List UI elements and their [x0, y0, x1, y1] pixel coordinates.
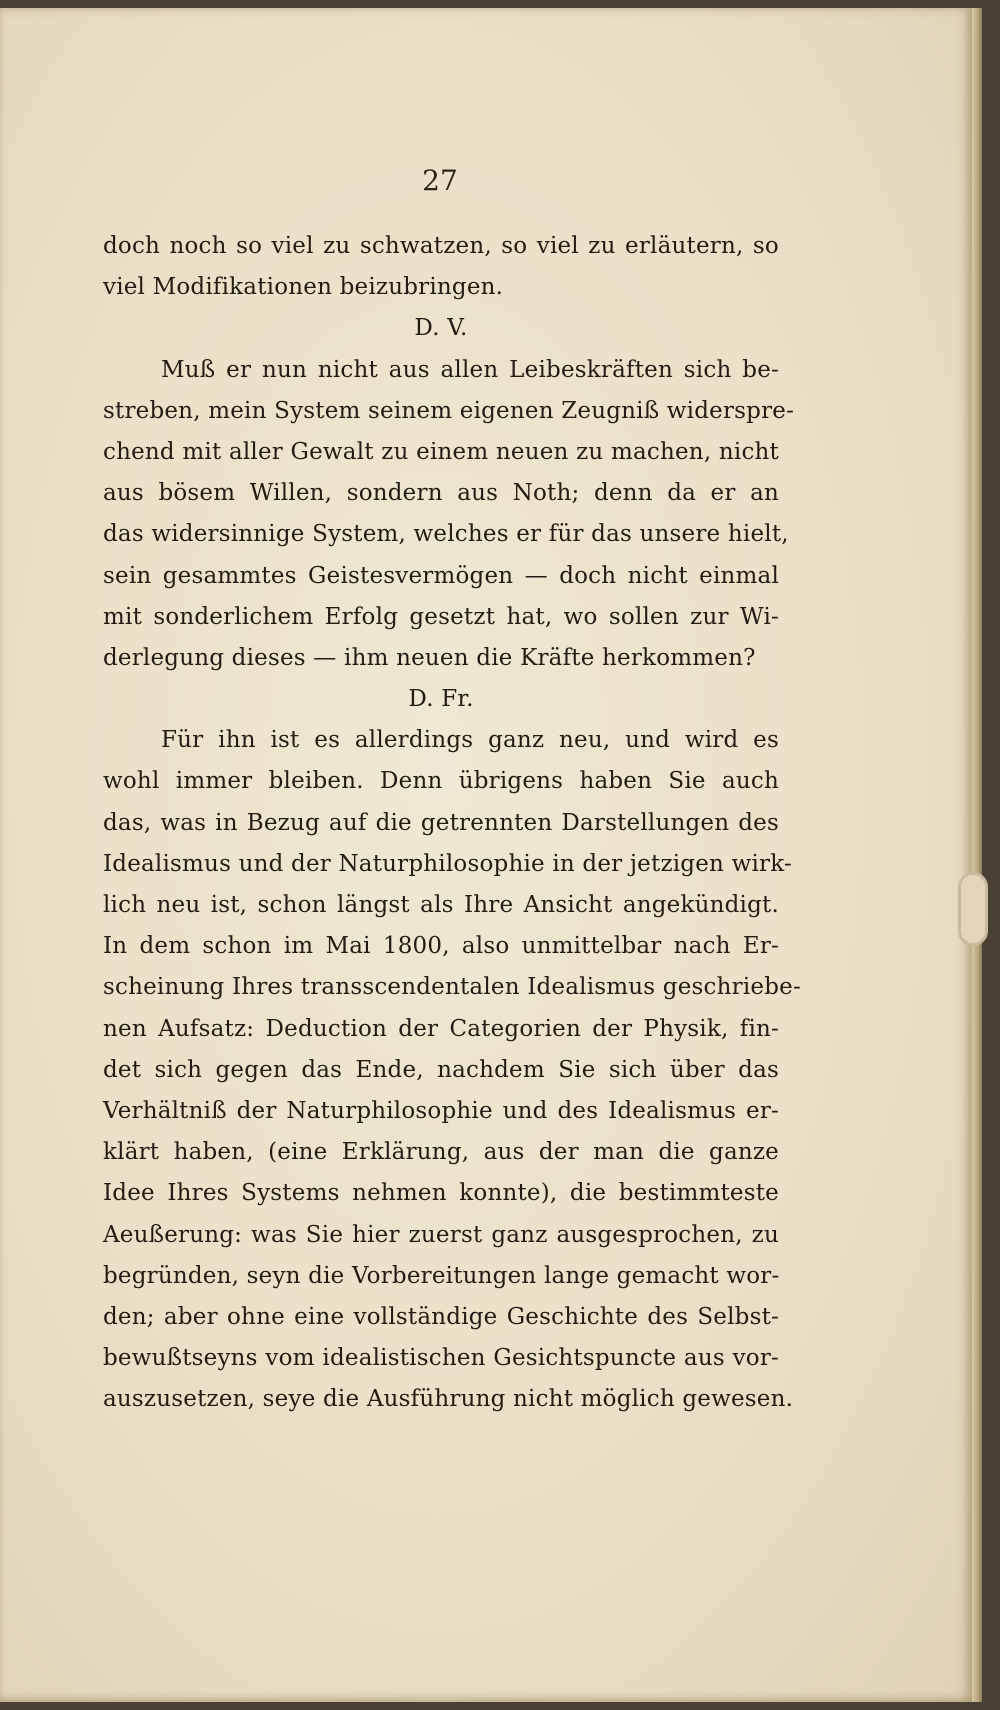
text-line: wohl immer bleiben. Denn übrigens haben Sie auch	[103, 768, 779, 795]
text-line: aus bösem Willen, sondern aus Noth; denn da er an	[103, 480, 779, 507]
text-line: Idealismus und der Naturphilosophie in der jetzigen wirk-	[103, 850, 792, 877]
text-line: chend mit aller Gewalt zu einem neuen zu machen, nicht	[103, 438, 779, 465]
text-line: doch noch so viel zu schwatzen, so viel zu erläutern, so	[103, 233, 779, 259]
page-clip	[958, 872, 988, 946]
text-line: streben, mein System seinem eigenen Zeugniß widerspre-	[103, 397, 795, 424]
text-line: das widersinnige System, welches er für das unsere hielt,	[103, 521, 789, 548]
text-line: mit sonderlichem Erfolg gesetzt hat, wo sollen zur Wi-	[103, 603, 779, 630]
text-line: Für ihn ist es allerdings ganz neu, und wird es	[161, 727, 779, 754]
text-line: das, was in Bezug auf die getrennten Darstellungen des	[103, 809, 779, 836]
text-line: Aeußerung: was Sie hier zuerst ganz ausgesprochen, zu	[103, 1221, 779, 1248]
text-line: Idee Ihres Systems nehmen konnte), die bestimmteste	[103, 1180, 779, 1207]
text-line: derlegung dieses — ihm neuen die Kräfte herkommen?	[103, 644, 756, 671]
text-line: scheinung Ihres transscendentalen Idealismus geschriebe-	[103, 974, 801, 1001]
text-line: klärt haben, (eine Erklärung, aus der man die ganze	[103, 1139, 779, 1166]
text-line: auszusetzen, seye die Ausführung nicht möglich gewesen.	[103, 1386, 794, 1413]
page-edge	[972, 8, 982, 1702]
text-line: det sich gegen das Ende, nachdem Sie sich über das	[103, 1056, 779, 1083]
text-line: bewußtseyns vom idealistischen Gesichtspuncte aus vor-	[103, 1345, 779, 1372]
text-line: Verhältniß der Naturphilosophie und des Idealismus er-	[103, 1097, 779, 1124]
text-line: viel Modifikationen beizubringen.	[103, 274, 504, 301]
text-line: den; aber ohne eine vollständige Geschichte des Selbst-	[103, 1303, 779, 1330]
text-line: Muß er nun nicht aus allen Leibeskräften sich be-	[161, 356, 779, 383]
text-line: sein gesammtes Geistesvermögen — doch nicht einmal	[103, 562, 779, 589]
body-text	[103, 226, 801, 1420]
text-line: lich neu ist, schon längst als Ihre Ansicht angekündigt.	[103, 892, 779, 918]
text-line: nen Aufsatz: Deduction der Categorien der Physik, fin-	[103, 1015, 779, 1042]
page-number: 27	[422, 164, 458, 197]
speaker-label: D. V.	[414, 315, 468, 342]
text-line: begründen, seyn die Vorbereitungen lange gemacht wor-	[103, 1262, 780, 1289]
text-line: In dem schon im Mai 1800, also unmittelbar nach Er-	[103, 933, 779, 960]
speaker-label: D. Fr.	[408, 686, 474, 713]
